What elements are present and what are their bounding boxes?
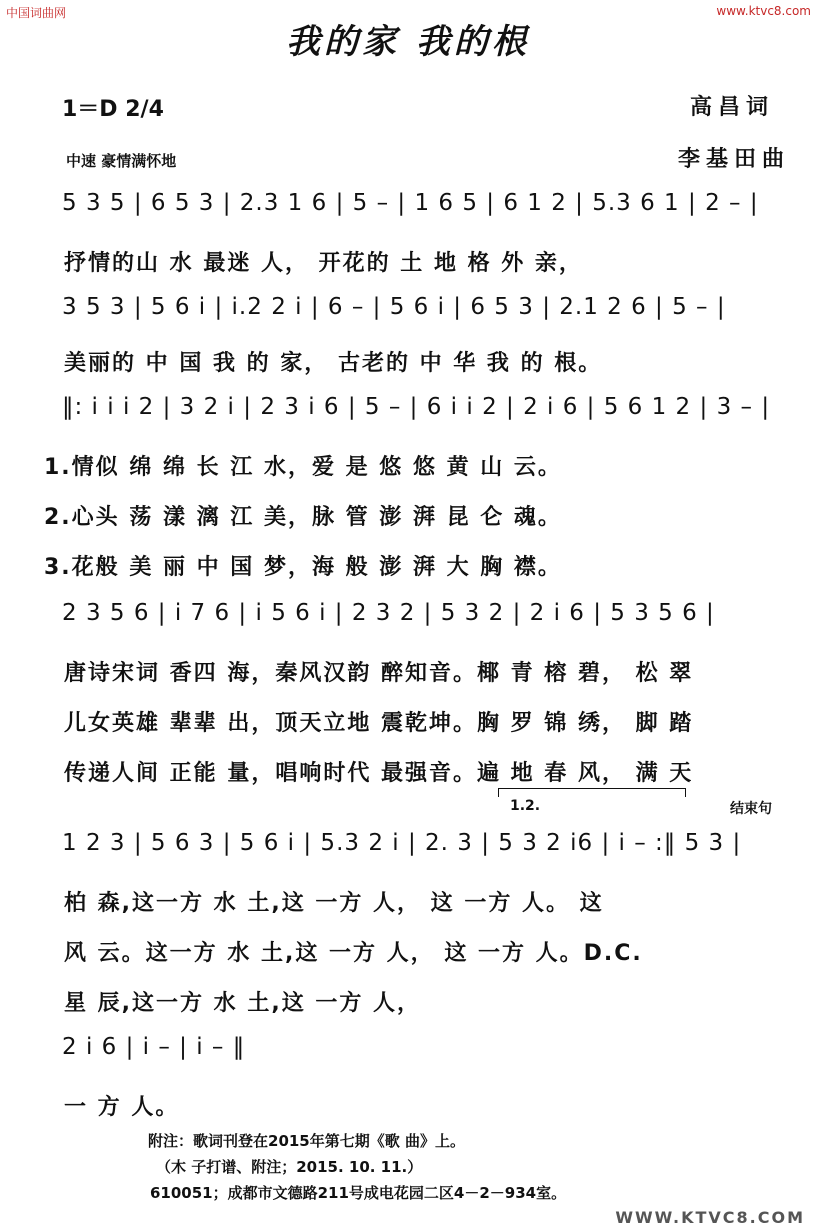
tempo-marking: 中速 豪情满怀地	[66, 152, 177, 170]
closing-3: 星 辰,这一方 水 土,这 一方 人，	[64, 991, 422, 1016]
score-line-3: ‖: i i i 2 | 3 2 i | 2 3 i 6 | 5 – | 6 i i 2 | 2 i 6 | 5 6 1 2 | 3 – |	[62, 394, 771, 420]
verse-1: 1.情似 绵 绵 长 江 水，爱 是 悠 悠 黄 山 云。	[44, 455, 562, 480]
volta-bracket	[498, 788, 686, 797]
final-lyric: 一 方 人。	[64, 1095, 180, 1120]
volta-label: 1.2.	[510, 798, 541, 814]
key-signature: 1＝D 2/4	[62, 97, 164, 122]
note-publication: 附注：歌词刊登在2015年第七期《歌 曲》上。	[148, 1132, 465, 1150]
note-transcriber: （木 子打谱、附注；2015. 10. 11.）	[156, 1158, 423, 1176]
closing-2: 风 云。这一方 水 土,这 一方 人， 这 一方 人。D.C.	[64, 941, 643, 966]
verse-2: 2.心头 荡 漾 漓 江 美，脉 管 澎 湃 昆 仑 魂。	[44, 505, 562, 530]
watermark-right: www.ktvc8.com	[716, 4, 811, 18]
score-line-2: 3 5 3 | 5 6 i | i.2 2 i | 6 – | 5 6 i | 6 5 3 | 2.1 2 6 | 5 – |	[62, 294, 726, 320]
lyric-line-2: 美丽的 中 国 我 的 家， 古老的 中 华 我 的 根。	[64, 351, 603, 376]
song-title: 我的家 我的根	[286, 22, 530, 62]
watermark-footer: WWW.KTVC8.COM	[615, 1208, 805, 1227]
score-line-5: 1 2 3 | 5 6 3 | 5 6 i | 5.3 2 i | 2. 3 | 5 3 2 i6 | i – :‖ 5 3 |	[62, 830, 742, 856]
lyric-line-1: 抒情的山 水 最迷 人， 开花的 土 地 格 外 亲，	[64, 251, 583, 276]
watermark-left: 中国词曲网	[6, 6, 67, 20]
score-line-6: 2 i 6 | i – | i – ‖	[62, 1034, 246, 1060]
note-address: 610051；成都市文德路211号成电花园二区4－2－934室。	[150, 1184, 567, 1202]
phrase-1: 唐诗宋词 香四 海，秦风汉韵 醉知音。椰 青 榕 碧， 松 翠	[64, 661, 694, 686]
score-line-4: 2 3 5 6 | i 7 6 | i 5 6 i | 2 3 2 | 5 3 2 | 2 i 6 | 5 3 5 6 |	[62, 600, 715, 626]
closing-1: 柏 森,这一方 水 土,这 一方 人， 这 一方 人。 这	[64, 891, 604, 916]
composer-credit: 李基田曲	[678, 147, 791, 172]
lyricist-credit: 高昌词	[690, 95, 775, 120]
phrase-3: 传递人间 正能 量，唱响时代 最强音。遍 地 春 风， 满 天	[64, 761, 694, 786]
ending-label: 结束句	[730, 801, 772, 817]
phrase-2: 儿女英雄 辈辈 出，顶天立地 震乾坤。胸 罗 锦 绣， 脚 踏	[64, 711, 694, 736]
score-line-1: 5 3 5 | 6 5 3 | 2.3 1 6 | 5 – | 1 6 5 | 6 1 2 | 5.3 6 1 | 2 – |	[62, 190, 759, 216]
verse-3: 3.花般 美 丽 中 国 梦，海 般 澎 湃 大 胸 襟。	[44, 555, 562, 580]
